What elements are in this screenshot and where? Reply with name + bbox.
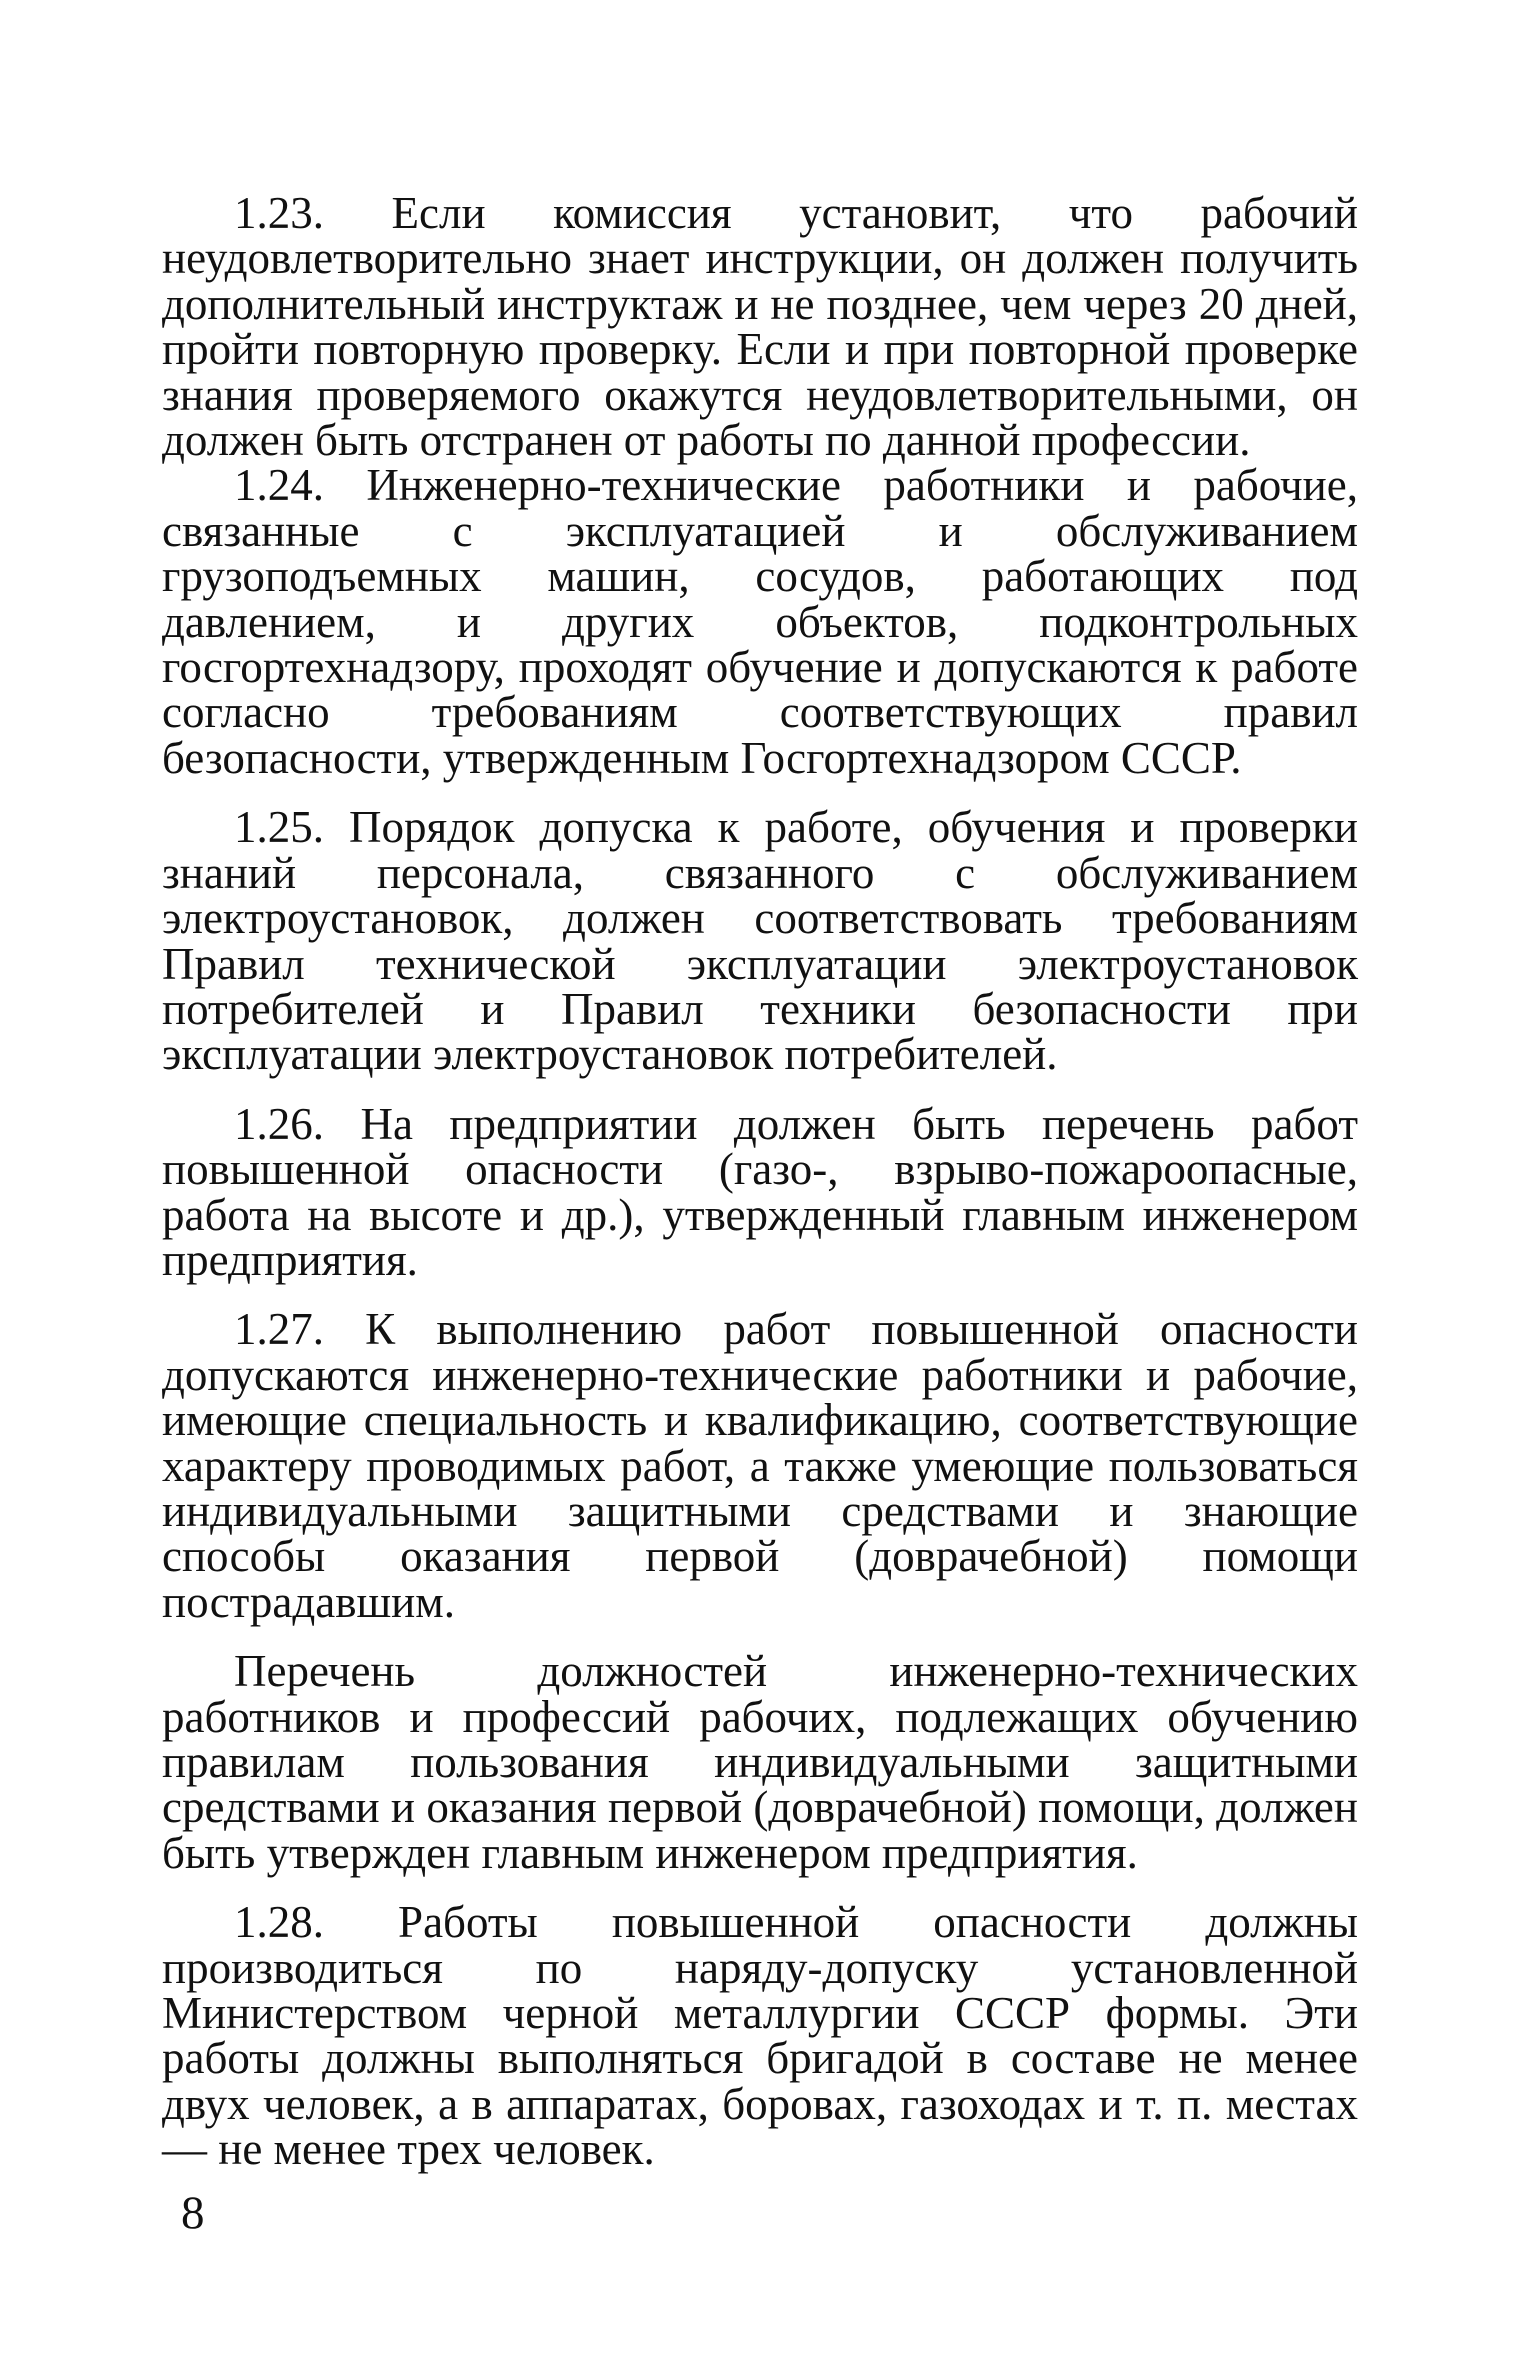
- paragraph-staff-list: Перечень должностей инженерно-технических работников и профессий рабочих, подлежащих обучению правилам пользования индивидуальными защитными средствами и оказания первой (доврачебной) помощи, должен быть утвержден главным инженером предприятия.: [162, 1646, 1358, 1878]
- paragraph-1-25: 1.25. Порядок допуска к работе, обучения и проверки знаний персонала, связанного с обслуживанием электроустановок, должен соответствовать требованиям Правил технической эксплуатации электроустановок потребителей и Правил техники безопасности при эксплуатации электроустановок потребителей.: [162, 802, 1358, 1080]
- paragraph-1-27: 1.27. К выполнению работ повышенной опасности допускаются инженерно-технические работники и рабочие, имеющие специальность и квалификацию, соответствующие характеру проводимых работ, а также умеющие пользоваться индивидуальными защитными средствами и знающие способы оказания первой (доврачебной) помощи пострадавшим.: [162, 1304, 1358, 1627]
- paragraph-1-24: 1.24. Инженерно-технические работники и рабочие, связанные с эксплуатацией и обслуживанием грузоподъемных машин, сосудов, работающих под давлением, и других объектов, подконтрольных госгортехнадзору, проходят обучение и допускаются к работе согласно требованиям соответствующих правил безопасности, утвержденным Госгортехнадзором СССР.: [162, 460, 1358, 783]
- paragraph-1-26: 1.26. На предприятии должен быть перечень работ повышенной опасности (газо-, взрыво-пожароопасные, работа на высоте и др.), утвержденный главным инженером предприятия.: [162, 1098, 1358, 1285]
- paragraph-1-28: 1.28. Работы повышенной опасности должны производиться по наряду-допуску установленной Министерством черной металлургии СССР формы. Эти работы должны выполняться бригадой в составе не менее двух человек, а в аппаратах, боровах, газоходах и т. п. местах — не менее трех человек.: [162, 1897, 1358, 2175]
- body-text: [162, 188, 1358, 2175]
- page-number: 8: [181, 2187, 205, 2239]
- paragraph-1-23: 1.23. Если комиссия установит, что рабочий неудовлетворительно знает инструкции, он должен получить дополнительный инструктаж и не позднее, чем через 20 дней, пройти повторную проверку. Если и при повторной проверке знания проверяемого окажутся неудовлетворительными, он должен быть отстранен от работы по данной профессии.: [162, 188, 1358, 466]
